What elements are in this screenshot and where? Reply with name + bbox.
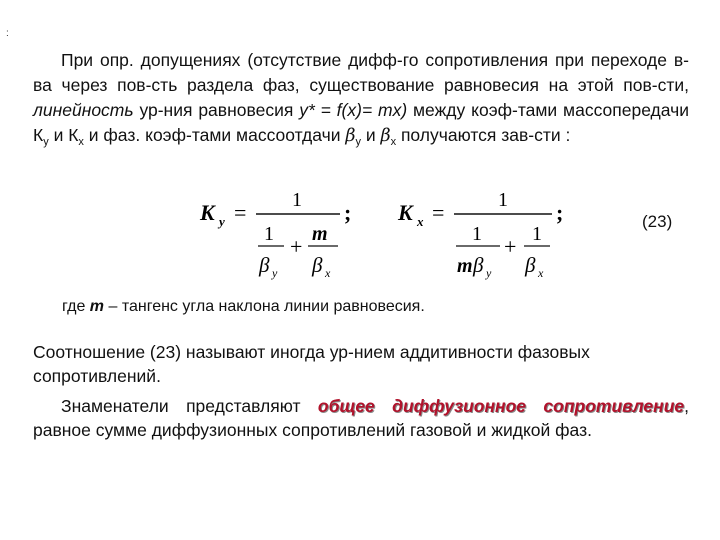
beta-subscript-x: x <box>538 266 544 280</box>
subscript-x: x <box>390 136 397 148</box>
text-segment: При опр. допущениях (отсутствие дифф-го сопротивления при переходе в-ва через пов-сть раздела фаз, существование равновесия на этой пов-сти, <box>33 50 689 95</box>
equation-number: (23) <box>642 212 673 231</box>
equals-sign: = <box>234 200 247 225</box>
m-symbol: m <box>312 223 328 245</box>
m-symbol: m <box>457 255 473 277</box>
kx-subscript: x <box>417 214 424 229</box>
beta-symbol: β <box>473 253 484 277</box>
numerator-one: 1 <box>498 189 508 211</box>
paragraph-m-definition <box>62 296 425 318</box>
highlight-resistance: сопротивление <box>543 396 685 416</box>
m-symbol: m <box>89 298 105 315</box>
inner-numerator-one: 1 <box>472 223 482 245</box>
paragraph-intro <box>33 48 689 155</box>
ky-symbol: K <box>200 200 215 225</box>
inner-numerator-one: 1 <box>532 223 542 245</box>
beta-subscript-y: y <box>486 266 492 280</box>
text-segment: где <box>62 298 90 315</box>
paragraph-denominators <box>33 394 689 442</box>
text-segment: , равное сумме диффузионных сопротивлений газовой и жидкой фаз. <box>33 396 689 440</box>
text-segment: Знаменатели представляют <box>61 396 318 416</box>
beta-symbol: β <box>345 126 356 146</box>
corner-mark: : <box>6 28 9 39</box>
text-segment: ур-ния равновесия <box>133 100 300 120</box>
subscript-y: y <box>43 136 49 148</box>
formula-kx <box>397 189 563 280</box>
beta-symbol: β <box>312 253 323 277</box>
highlight-total-diffusion: общее диффузионное <box>317 396 527 416</box>
inner-numerator-one: 1 <box>264 223 274 245</box>
plus-sign: + <box>290 234 303 259</box>
text-segment: – тангенс угла наклона линии равновесия. <box>104 298 425 315</box>
semicolon: ; <box>556 200 564 225</box>
subscript-y: y <box>355 136 361 148</box>
text-segment: и <box>360 125 381 145</box>
beta-subscript-x: x <box>325 266 331 280</box>
numerator-one: 1 <box>292 189 302 211</box>
kx-symbol: K <box>398 200 413 225</box>
beta-symbol: β <box>259 253 270 277</box>
formula-ky <box>199 189 351 280</box>
text-italic-linearity: линейность <box>33 100 134 120</box>
plus-sign: + <box>504 234 517 259</box>
paragraph-additivity: Соотношение (23) называют иногда ур-нием аддитивности фазовых сопротивлений. <box>33 342 590 386</box>
equals-sign: = <box>432 200 445 225</box>
text-segment: между коэф-тами массопередачи К <box>33 100 689 145</box>
beta-subscript-y: y <box>272 266 278 280</box>
text-segment: и фаз. коэф-тами массоотдачи <box>83 125 346 145</box>
text-italic-equation: y* = f(x)= mx) <box>299 100 408 120</box>
subscript-x: x <box>78 136 84 148</box>
semicolon: ; <box>344 200 352 225</box>
formula-23 <box>0 182 720 282</box>
text-segment: получаются зав-сти : <box>396 125 571 145</box>
beta-symbol: β <box>380 126 391 146</box>
ky-subscript: y <box>219 214 225 229</box>
beta-symbol: β <box>525 253 536 277</box>
text-segment: и К <box>48 125 79 145</box>
